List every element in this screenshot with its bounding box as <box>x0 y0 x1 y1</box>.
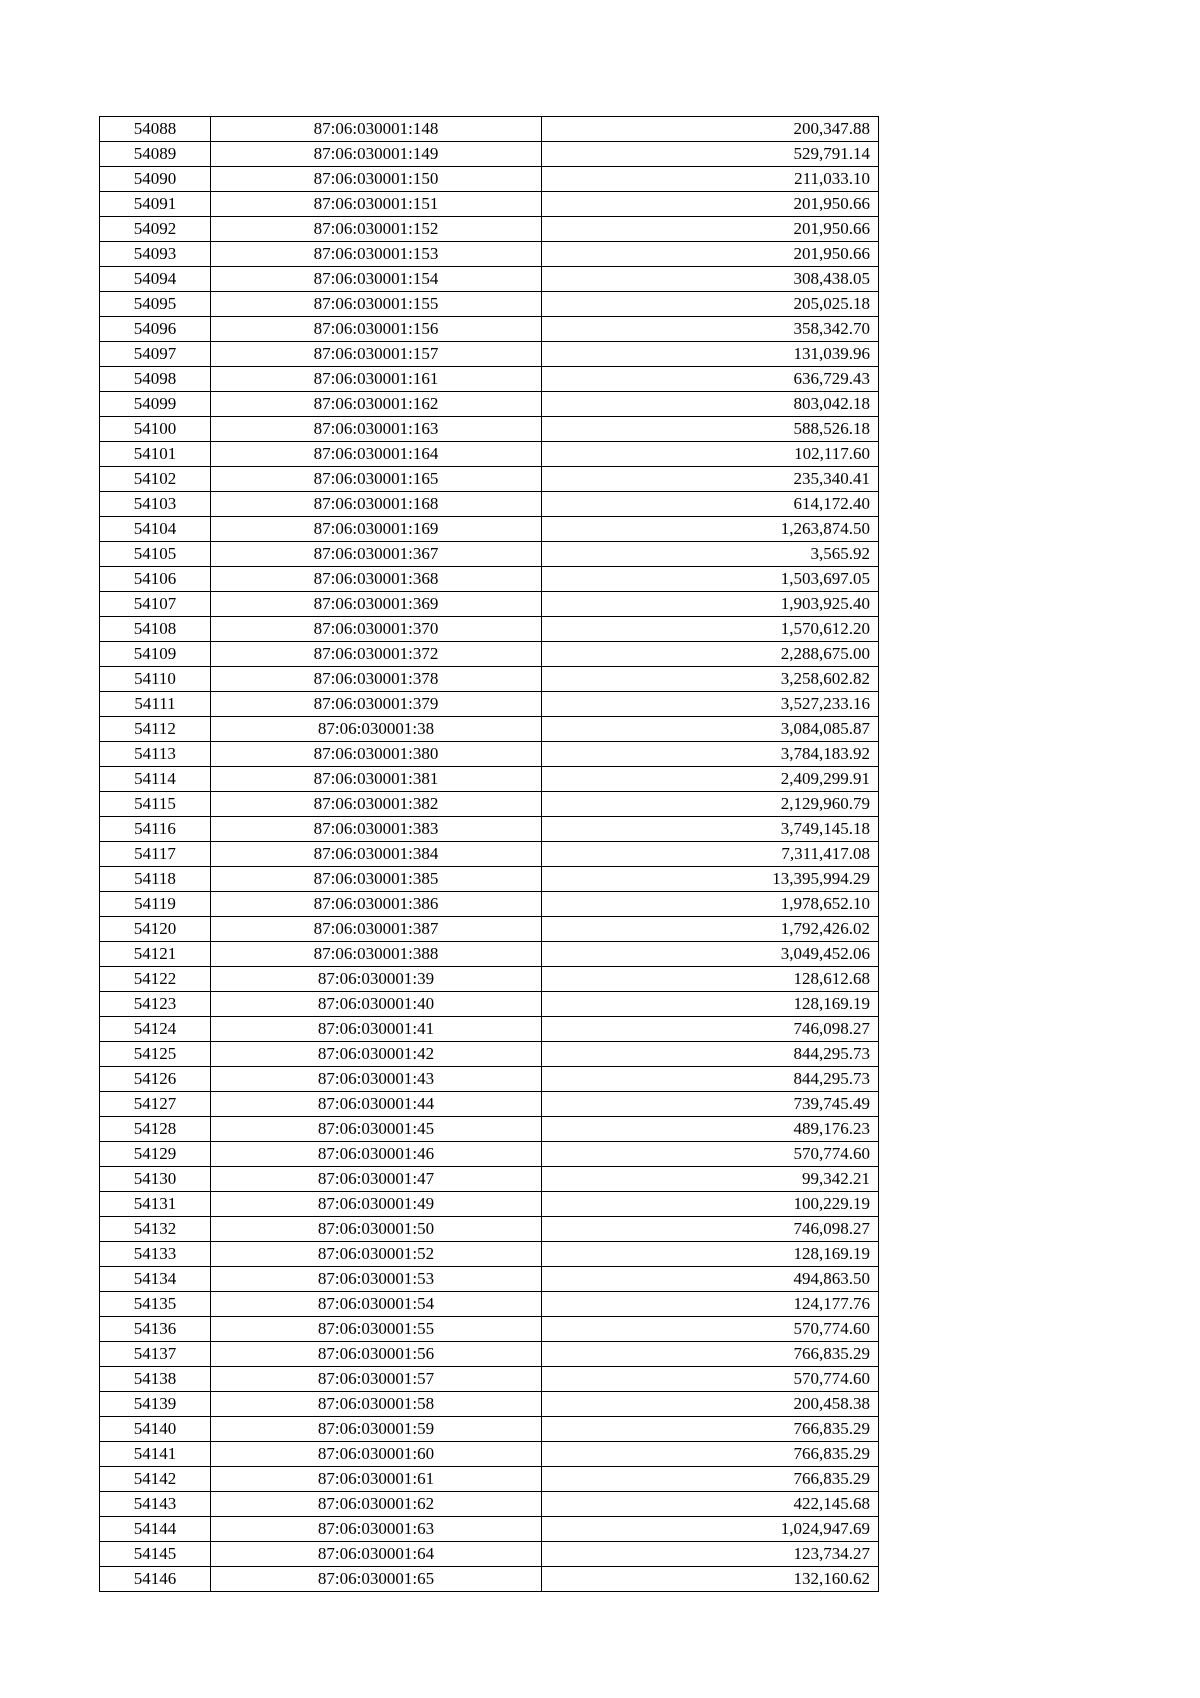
row-number-cell: 54105 <box>100 542 211 567</box>
table-row <box>100 842 879 867</box>
value-cell: 739,745.49 <box>542 1092 879 1117</box>
row-number-cell: 54145 <box>100 1542 211 1567</box>
row-number-cell: 54097 <box>100 342 211 367</box>
row-number-cell: 54104 <box>100 517 211 542</box>
table-row <box>100 792 879 817</box>
table-row <box>100 1292 879 1317</box>
row-number-cell: 54092 <box>100 217 211 242</box>
value-cell: 570,774.60 <box>542 1367 879 1392</box>
table-row <box>100 392 879 417</box>
cadastral-number-cell: 87:06:030001:38 <box>211 717 542 742</box>
cadastral-number-cell: 87:06:030001:58 <box>211 1392 542 1417</box>
table-row <box>100 1017 879 1042</box>
table-row <box>100 642 879 667</box>
value-cell: 205,025.18 <box>542 292 879 317</box>
row-number-cell: 54128 <box>100 1117 211 1142</box>
table-row <box>100 367 879 392</box>
table-row <box>100 1342 879 1367</box>
cadastral-number-cell: 87:06:030001:169 <box>211 517 542 542</box>
cadastral-number-cell: 87:06:030001:45 <box>211 1117 542 1142</box>
row-number-cell: 54125 <box>100 1042 211 1067</box>
cadastral-number-cell: 87:06:030001:388 <box>211 942 542 967</box>
table-row <box>100 1567 879 1592</box>
row-number-cell: 54144 <box>100 1517 211 1542</box>
row-number-cell: 54110 <box>100 667 211 692</box>
row-number-cell: 54126 <box>100 1067 211 1092</box>
cadastral-number-cell: 87:06:030001:56 <box>211 1342 542 1367</box>
cadastral-number-cell: 87:06:030001:378 <box>211 667 542 692</box>
row-number-cell: 54124 <box>100 1017 211 1042</box>
value-cell: 1,024,947.69 <box>542 1517 879 1542</box>
value-cell: 614,172.40 <box>542 492 879 517</box>
value-cell: 128,612.68 <box>542 967 879 992</box>
value-cell: 99,342.21 <box>542 1167 879 1192</box>
row-number-cell: 54143 <box>100 1492 211 1517</box>
table-row <box>100 242 879 267</box>
value-cell: 211,033.10 <box>542 167 879 192</box>
value-cell: 588,526.18 <box>542 417 879 442</box>
value-cell: 2,288,675.00 <box>542 642 879 667</box>
table-row <box>100 1117 879 1142</box>
cadastral-number-cell: 87:06:030001:152 <box>211 217 542 242</box>
table-row <box>100 742 879 767</box>
value-cell: 201,950.66 <box>542 217 879 242</box>
value-cell: 3,527,233.16 <box>542 692 879 717</box>
cadastral-number-cell: 87:06:030001:52 <box>211 1242 542 1267</box>
value-cell: 200,458.38 <box>542 1392 879 1417</box>
value-cell: 1,792,426.02 <box>542 917 879 942</box>
value-cell: 201,950.66 <box>542 242 879 267</box>
cadastral-number-cell: 87:06:030001:163 <box>211 417 542 442</box>
row-number-cell: 54140 <box>100 1417 211 1442</box>
row-number-cell: 54111 <box>100 692 211 717</box>
table-row <box>100 817 879 842</box>
cadastral-number-cell: 87:06:030001:381 <box>211 767 542 792</box>
value-cell: 1,903,925.40 <box>542 592 879 617</box>
value-cell: 570,774.60 <box>542 1317 879 1342</box>
cadastral-number-cell: 87:06:030001:150 <box>211 167 542 192</box>
value-cell: 131,039.96 <box>542 342 879 367</box>
cadastral-number-cell: 87:06:030001:59 <box>211 1417 542 1442</box>
value-cell: 128,169.19 <box>542 992 879 1017</box>
row-number-cell: 54107 <box>100 592 211 617</box>
row-number-cell: 54123 <box>100 992 211 1017</box>
table-row <box>100 217 879 242</box>
cadastral-number-cell: 87:06:030001:379 <box>211 692 542 717</box>
cadastral-number-cell: 87:06:030001:47 <box>211 1167 542 1192</box>
table-row <box>100 317 879 342</box>
cadastral-number-cell: 87:06:030001:148 <box>211 117 542 142</box>
value-cell: 201,950.66 <box>542 192 879 217</box>
cadastral-number-cell: 87:06:030001:65 <box>211 1567 542 1592</box>
row-number-cell: 54135 <box>100 1292 211 1317</box>
row-number-cell: 54122 <box>100 967 211 992</box>
value-cell: 13,395,994.29 <box>542 867 879 892</box>
row-number-cell: 54137 <box>100 1342 211 1367</box>
value-cell: 3,258,602.82 <box>542 667 879 692</box>
value-cell: 3,084,085.87 <box>542 717 879 742</box>
cadastral-number-cell: 87:06:030001:162 <box>211 392 542 417</box>
row-number-cell: 54088 <box>100 117 211 142</box>
table-row <box>100 342 879 367</box>
cadastral-number-cell: 87:06:030001:40 <box>211 992 542 1017</box>
value-cell: 746,098.27 <box>542 1217 879 1242</box>
table-row <box>100 617 879 642</box>
table-row <box>100 167 879 192</box>
table-row <box>100 1217 879 1242</box>
table-row <box>100 292 879 317</box>
row-number-cell: 54098 <box>100 367 211 392</box>
row-number-cell: 54121 <box>100 942 211 967</box>
cadastral-number-cell: 87:06:030001:46 <box>211 1142 542 1167</box>
table-row <box>100 1267 879 1292</box>
table-row <box>100 267 879 292</box>
value-cell: 3,565.92 <box>542 542 879 567</box>
value-cell: 132,160.62 <box>542 1567 879 1592</box>
value-cell: 7,311,417.08 <box>542 842 879 867</box>
row-number-cell: 54117 <box>100 842 211 867</box>
table-row <box>100 942 879 967</box>
table-row <box>100 1142 879 1167</box>
row-number-cell: 54142 <box>100 1467 211 1492</box>
table-row <box>100 867 879 892</box>
value-cell: 1,263,874.50 <box>542 517 879 542</box>
cadastral-number-cell: 87:06:030001:383 <box>211 817 542 842</box>
row-number-cell: 54102 <box>100 467 211 492</box>
cadastral-number-cell: 87:06:030001:382 <box>211 792 542 817</box>
table-row <box>100 1367 879 1392</box>
row-number-cell: 54146 <box>100 1567 211 1592</box>
cadastral-number-cell: 87:06:030001:61 <box>211 1467 542 1492</box>
row-number-cell: 54129 <box>100 1142 211 1167</box>
value-cell: 128,169.19 <box>542 1242 879 1267</box>
cadastral-number-cell: 87:06:030001:53 <box>211 1267 542 1292</box>
row-number-cell: 54136 <box>100 1317 211 1342</box>
table-row <box>100 467 879 492</box>
table-row <box>100 567 879 592</box>
cadastral-number-cell: 87:06:030001:168 <box>211 492 542 517</box>
cadastral-number-cell: 87:06:030001:370 <box>211 617 542 642</box>
cadastral-number-cell: 87:06:030001:161 <box>211 367 542 392</box>
table-row <box>100 1542 879 1567</box>
row-number-cell: 54114 <box>100 767 211 792</box>
row-number-cell: 54100 <box>100 417 211 442</box>
value-cell: 844,295.73 <box>542 1067 879 1092</box>
table-row <box>100 1192 879 1217</box>
value-cell: 422,145.68 <box>542 1492 879 1517</box>
table-row <box>100 542 879 567</box>
cadastral-number-cell: 87:06:030001:154 <box>211 267 542 292</box>
value-cell: 1,570,612.20 <box>542 617 879 642</box>
row-number-cell: 54134 <box>100 1267 211 1292</box>
cadastral-number-cell: 87:06:030001:54 <box>211 1292 542 1317</box>
row-number-cell: 54120 <box>100 917 211 942</box>
table-row <box>100 142 879 167</box>
table-row <box>100 967 879 992</box>
table-row <box>100 592 879 617</box>
cadastral-number-cell: 87:06:030001:63 <box>211 1517 542 1542</box>
row-number-cell: 54093 <box>100 242 211 267</box>
value-cell: 494,863.50 <box>542 1267 879 1292</box>
table-row <box>100 1392 879 1417</box>
cadastral-number-cell: 87:06:030001:153 <box>211 242 542 267</box>
row-number-cell: 54095 <box>100 292 211 317</box>
cadastral-number-cell: 87:06:030001:64 <box>211 1542 542 1567</box>
cadastral-number-cell: 87:06:030001:369 <box>211 592 542 617</box>
row-number-cell: 54094 <box>100 267 211 292</box>
value-cell: 100,229.19 <box>542 1192 879 1217</box>
row-number-cell: 54089 <box>100 142 211 167</box>
value-cell: 489,176.23 <box>542 1117 879 1142</box>
row-number-cell: 54127 <box>100 1092 211 1117</box>
cadastral-number-cell: 87:06:030001:386 <box>211 892 542 917</box>
row-number-cell: 54119 <box>100 892 211 917</box>
cadastral-number-cell: 87:06:030001:41 <box>211 1017 542 1042</box>
value-cell: 235,340.41 <box>542 467 879 492</box>
cadastral-number-cell: 87:06:030001:164 <box>211 442 542 467</box>
table-row <box>100 1417 879 1442</box>
table-row <box>100 117 879 142</box>
value-cell: 746,098.27 <box>542 1017 879 1042</box>
value-cell: 529,791.14 <box>542 142 879 167</box>
value-cell: 3,049,452.06 <box>542 942 879 967</box>
row-number-cell: 54116 <box>100 817 211 842</box>
value-cell: 636,729.43 <box>542 367 879 392</box>
table-row <box>100 917 879 942</box>
table-row <box>100 1167 879 1192</box>
cadastral-number-cell: 87:06:030001:157 <box>211 342 542 367</box>
value-cell: 803,042.18 <box>542 392 879 417</box>
table-row <box>100 767 879 792</box>
row-number-cell: 54096 <box>100 317 211 342</box>
row-number-cell: 54118 <box>100 867 211 892</box>
cadastral-number-cell: 87:06:030001:372 <box>211 642 542 667</box>
cadastral-number-cell: 87:06:030001:50 <box>211 1217 542 1242</box>
table-row <box>100 667 879 692</box>
table-row <box>100 417 879 442</box>
table-row <box>100 1242 879 1267</box>
table-row <box>100 1467 879 1492</box>
value-cell: 766,835.29 <box>542 1342 879 1367</box>
table-body <box>100 117 879 1592</box>
cadastral-number-cell: 87:06:030001:149 <box>211 142 542 167</box>
cadastral-number-cell: 87:06:030001:385 <box>211 867 542 892</box>
cadastral-number-cell: 87:06:030001:368 <box>211 567 542 592</box>
row-number-cell: 54108 <box>100 617 211 642</box>
cadastral-number-cell: 87:06:030001:60 <box>211 1442 542 1467</box>
value-cell: 1,978,652.10 <box>542 892 879 917</box>
table-row <box>100 692 879 717</box>
value-cell: 308,438.05 <box>542 267 879 292</box>
value-cell: 2,129,960.79 <box>542 792 879 817</box>
cadastral-number-cell: 87:06:030001:380 <box>211 742 542 767</box>
value-cell: 123,734.27 <box>542 1542 879 1567</box>
row-number-cell: 54112 <box>100 717 211 742</box>
table-row <box>100 1317 879 1342</box>
value-cell: 3,784,183.92 <box>542 742 879 767</box>
value-cell: 766,835.29 <box>542 1442 879 1467</box>
row-number-cell: 54106 <box>100 567 211 592</box>
cadastral-number-cell: 87:06:030001:155 <box>211 292 542 317</box>
table-row <box>100 192 879 217</box>
table-row <box>100 717 879 742</box>
row-number-cell: 54090 <box>100 167 211 192</box>
cadastral-number-cell: 87:06:030001:156 <box>211 317 542 342</box>
table-row <box>100 1442 879 1467</box>
value-cell: 124,177.76 <box>542 1292 879 1317</box>
value-cell: 358,342.70 <box>542 317 879 342</box>
table-row <box>100 992 879 1017</box>
value-cell: 844,295.73 <box>542 1042 879 1067</box>
value-cell: 766,835.29 <box>542 1417 879 1442</box>
row-number-cell: 54141 <box>100 1442 211 1467</box>
cadastral-number-cell: 87:06:030001:367 <box>211 542 542 567</box>
row-number-cell: 54132 <box>100 1217 211 1242</box>
value-cell: 2,409,299.91 <box>542 767 879 792</box>
table-row <box>100 892 879 917</box>
row-number-cell: 54113 <box>100 742 211 767</box>
value-cell: 102,117.60 <box>542 442 879 467</box>
value-cell: 570,774.60 <box>542 1142 879 1167</box>
data-table <box>99 116 879 1592</box>
cadastral-number-cell: 87:06:030001:39 <box>211 967 542 992</box>
cadastral-number-cell: 87:06:030001:44 <box>211 1092 542 1117</box>
row-number-cell: 54131 <box>100 1192 211 1217</box>
table-row <box>100 492 879 517</box>
value-cell: 766,835.29 <box>542 1467 879 1492</box>
cadastral-number-cell: 87:06:030001:43 <box>211 1067 542 1092</box>
value-cell: 3,749,145.18 <box>542 817 879 842</box>
row-number-cell: 54091 <box>100 192 211 217</box>
table-row <box>100 1492 879 1517</box>
row-number-cell: 54103 <box>100 492 211 517</box>
value-cell: 1,503,697.05 <box>542 567 879 592</box>
value-cell: 200,347.88 <box>542 117 879 142</box>
cadastral-number-cell: 87:06:030001:384 <box>211 842 542 867</box>
table-row <box>100 1067 879 1092</box>
row-number-cell: 54133 <box>100 1242 211 1267</box>
cadastral-number-cell: 87:06:030001:62 <box>211 1492 542 1517</box>
table-row <box>100 442 879 467</box>
table-row <box>100 1042 879 1067</box>
cadastral-number-cell: 87:06:030001:42 <box>211 1042 542 1067</box>
row-number-cell: 54101 <box>100 442 211 467</box>
row-number-cell: 54109 <box>100 642 211 667</box>
cadastral-number-cell: 87:06:030001:57 <box>211 1367 542 1392</box>
row-number-cell: 54139 <box>100 1392 211 1417</box>
cadastral-number-cell: 87:06:030001:151 <box>211 192 542 217</box>
cadastral-number-cell: 87:06:030001:55 <box>211 1317 542 1342</box>
cadastral-number-cell: 87:06:030001:387 <box>211 917 542 942</box>
cadastral-number-cell: 87:06:030001:49 <box>211 1192 542 1217</box>
cadastral-number-cell: 87:06:030001:165 <box>211 467 542 492</box>
table-row <box>100 1517 879 1542</box>
row-number-cell: 54130 <box>100 1167 211 1192</box>
row-number-cell: 54099 <box>100 392 211 417</box>
row-number-cell: 54115 <box>100 792 211 817</box>
row-number-cell: 54138 <box>100 1367 211 1392</box>
table-row <box>100 1092 879 1117</box>
table-row <box>100 517 879 542</box>
